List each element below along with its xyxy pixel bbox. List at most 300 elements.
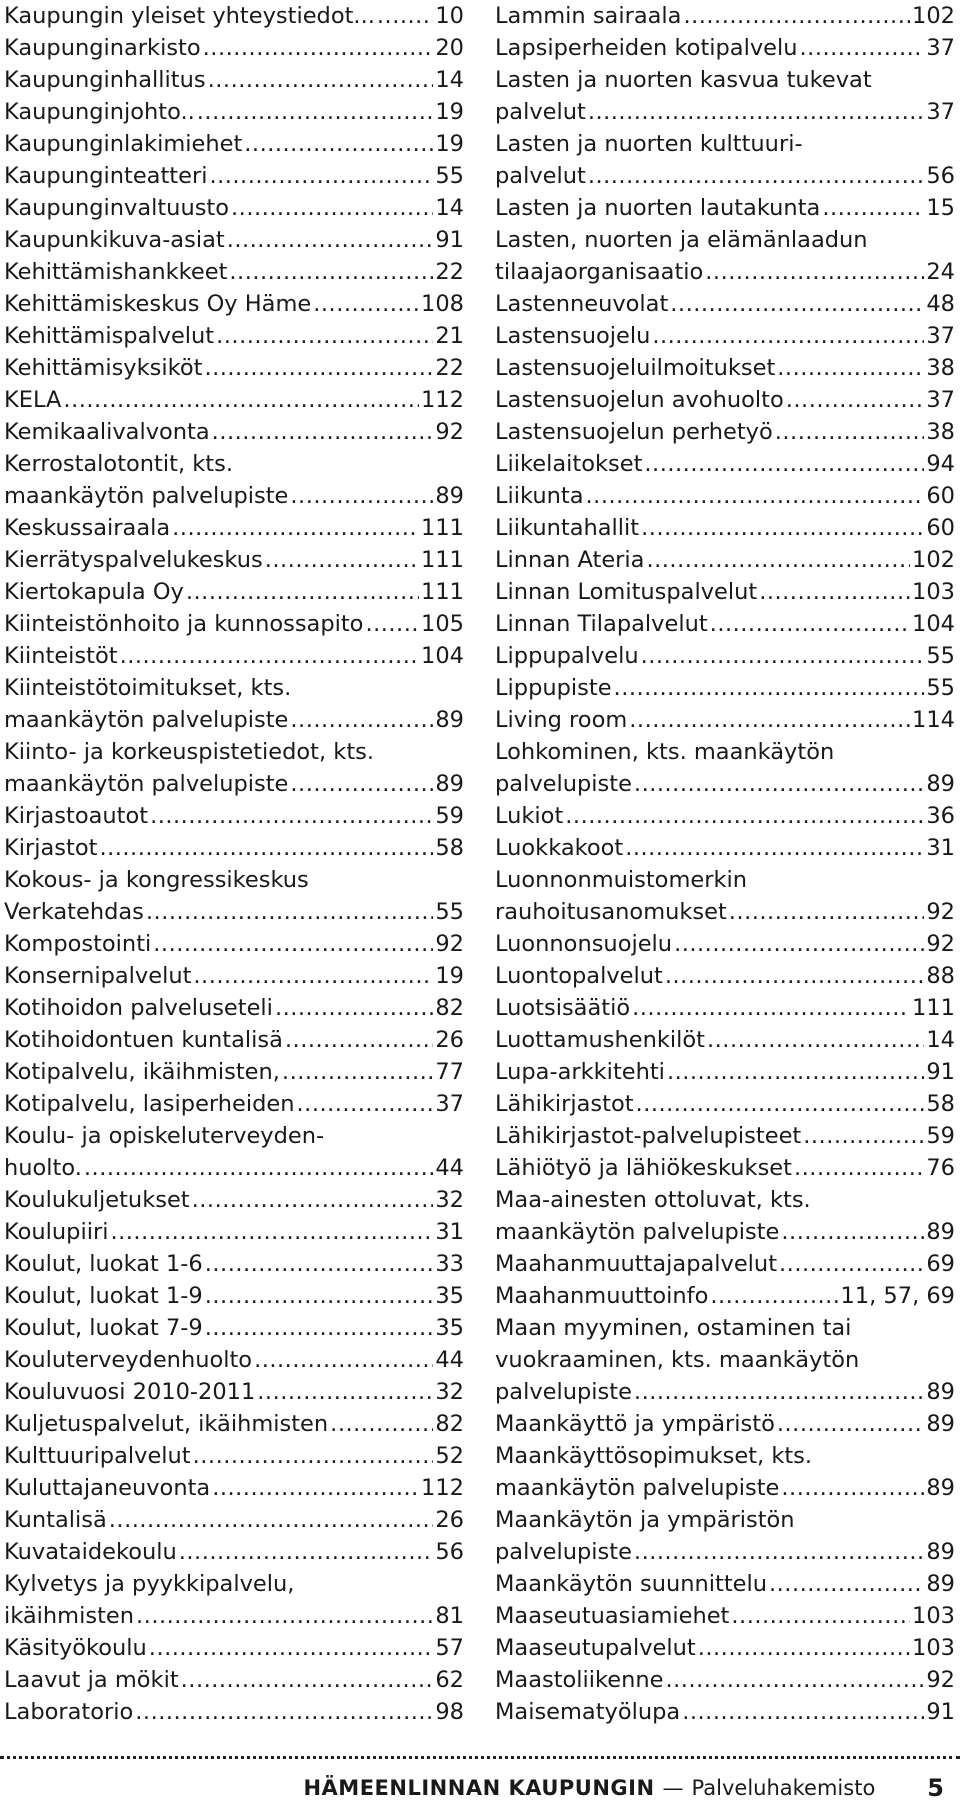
- index-entry-text: Maankäyttö ja ympäristö: [495, 1411, 775, 1437]
- dot-leader: [150, 800, 433, 832]
- index-entry: [4, 224, 464, 256]
- index-entry-line: [495, 1088, 955, 1120]
- index-entry-page: 35: [435, 1283, 464, 1309]
- index-entry-page: 89: [926, 1571, 955, 1597]
- index-entry-line: [4, 576, 464, 608]
- index-entry-text: Kiertokapula Oy: [4, 579, 184, 605]
- index-entry-line: [495, 480, 955, 512]
- index-entry-line: [4, 832, 464, 864]
- index-entry-line: [495, 288, 955, 320]
- index-entry: [495, 1696, 955, 1728]
- dot-leader: [632, 992, 910, 1024]
- index-entry-line: [4, 1312, 464, 1344]
- dot-leader: [644, 448, 924, 480]
- index-entry: [4, 672, 464, 736]
- index-entry-line: [4, 704, 464, 736]
- dot-leader: [282, 1056, 433, 1088]
- index-entry-line: [4, 1344, 464, 1376]
- index-entry-line: [495, 608, 955, 640]
- index-entry-page: 92: [435, 419, 464, 445]
- index-entry: [495, 0, 955, 32]
- index-entry-text: Maastoliikenne: [495, 1667, 664, 1693]
- index-entry: [495, 576, 955, 608]
- index-entry: [4, 832, 464, 864]
- dot-leader: [779, 1248, 924, 1280]
- index-entry: [495, 512, 955, 544]
- index-entry-text: Kotipalvelu, lasiperheiden: [4, 1091, 295, 1117]
- index-entry-text: ikäihmisten: [4, 1603, 135, 1629]
- index-entry-text: KELA: [4, 387, 62, 413]
- index-entry-page: 37: [435, 1091, 464, 1117]
- index-entry-page: 89: [926, 1539, 955, 1565]
- index-entry-page: 32: [435, 1379, 464, 1405]
- index-entry: [495, 1248, 955, 1280]
- dot-leader: [646, 544, 910, 576]
- index-entry-text: Lasten ja nuorten kulttuuri-: [495, 131, 803, 157]
- dot-leader: [110, 1216, 433, 1248]
- index-entry-text: Liikelaitokset: [495, 451, 643, 477]
- dot-leader: [135, 1696, 433, 1728]
- index-entry-line: [4, 1696, 464, 1728]
- index-entry: [495, 128, 955, 192]
- index-entry-line: [495, 160, 955, 192]
- dot-leader: [84, 1152, 433, 1184]
- index-entry-line: [495, 320, 955, 352]
- index-entry-page: 112: [421, 387, 464, 413]
- index-entry-text: Koulut, luokat 1-9: [4, 1283, 203, 1309]
- index-entry: [4, 384, 464, 416]
- index-entry: [4, 32, 464, 64]
- index-entry-text: palvelut: [495, 99, 586, 125]
- index-entry-text: Lapsiperheiden kotipalvelu: [495, 35, 798, 61]
- index-entry-text: Liikuntahallit: [495, 515, 640, 541]
- index-entry-continuation: [495, 128, 955, 160]
- index-entry: [495, 352, 955, 384]
- index-entry: [4, 1632, 464, 1664]
- index-entry-text: Kiinteistöt: [4, 643, 118, 669]
- dot-leader: [822, 192, 924, 224]
- index-entry: [495, 736, 955, 800]
- index-entry-text: Kaupunginteatteri: [4, 163, 208, 189]
- index-entry: [4, 1088, 464, 1120]
- index-entry-line: [495, 352, 955, 384]
- dot-leader: [197, 96, 434, 128]
- index-entry: [4, 192, 464, 224]
- dot-leader: [153, 928, 433, 960]
- index-entry-page: 114: [912, 707, 955, 733]
- index-entry: [495, 1600, 955, 1632]
- index-entry-continuation: [4, 672, 464, 704]
- index-entry-page: 112: [421, 1475, 464, 1501]
- index-entry-text: Koulut, luokat 7-9: [4, 1315, 203, 1341]
- index-entry: [4, 1344, 464, 1376]
- index-column-left: [4, 0, 464, 1728]
- index-column-right: [495, 0, 955, 1728]
- index-entry-line: [4, 1088, 464, 1120]
- index-entry: [495, 1408, 955, 1440]
- dot-leader: [209, 160, 433, 192]
- index-entry-page: 22: [435, 259, 464, 285]
- index-entry-page: 14: [926, 1027, 955, 1053]
- index-entry-continuation: [4, 448, 464, 480]
- index-entry: [495, 1184, 955, 1248]
- index-entry-page: 92: [926, 931, 955, 957]
- index-entry-text: Lastensuojelun avohuolto: [495, 387, 784, 413]
- index-entry-line: [4, 160, 464, 192]
- index-entry-page: 98: [435, 1699, 464, 1725]
- index-entry: [495, 480, 955, 512]
- index-entry-page: 44: [435, 1155, 464, 1181]
- index-entry-text: Lastensuojelu: [495, 323, 651, 349]
- dot-leader: [109, 1504, 434, 1536]
- dot-leader: [265, 544, 419, 576]
- index-entry-text: Lippupiste: [495, 675, 612, 701]
- index-entry-text: Maahanmuuttajapalvelut: [495, 1251, 778, 1277]
- index-entry-page: 55: [435, 163, 464, 189]
- index-entry: [495, 320, 955, 352]
- index-entry-page: 48: [926, 291, 955, 317]
- index-entry-line: [495, 832, 955, 864]
- index-entry-page: 60: [926, 483, 955, 509]
- index-entry-line: [4, 224, 464, 256]
- index-entry: [4, 1472, 464, 1504]
- index-entry-line: [495, 800, 955, 832]
- index-entry: [495, 992, 955, 1024]
- index-entry-line: [4, 256, 464, 288]
- index-entry-text: Keskussairaala: [4, 515, 171, 541]
- index-entry-page: 82: [435, 995, 464, 1021]
- index-entry: [4, 800, 464, 832]
- index-entry-text: Kuvataidekoulu: [4, 1539, 177, 1565]
- index-entry: [495, 1568, 955, 1600]
- index-entry-text: Lohkominen, kts. maankäytön: [495, 739, 835, 765]
- index-entry-page: 37: [926, 35, 955, 61]
- index-entry-page: 32: [435, 1187, 464, 1213]
- index-entry-page: 26: [435, 1507, 464, 1533]
- index-entry-text: Kuljetuspalvelut, ikäihmisten: [4, 1411, 329, 1437]
- dot-leader: [186, 576, 419, 608]
- index-entry-text: Kotipalvelu, ikäihmisten,: [4, 1059, 280, 1085]
- dot-leader: [297, 1088, 434, 1120]
- index-entry-continuation: [4, 864, 464, 896]
- index-entry-text: Käsityökoulu: [4, 1635, 147, 1661]
- index-entry-text: maankäytön palvelupiste: [4, 771, 289, 797]
- index-entry-line: [495, 256, 955, 288]
- index-entry: [4, 96, 464, 128]
- dot-leader: [636, 1088, 925, 1120]
- index-entry-text: Lasten, nuorten ja elämänlaadun: [495, 227, 868, 253]
- index-entry-text: Kiinteistönhoito ja kunnossapito: [4, 611, 364, 637]
- dot-leader: [710, 1280, 838, 1312]
- index-entry-line: [495, 1024, 955, 1056]
- index-entry-text: vuokraaminen, kts. maankäytön: [495, 1347, 860, 1373]
- dot-leader: [244, 128, 433, 160]
- index-entry-text: huolto.: [4, 1155, 82, 1181]
- index-entry-line: [4, 416, 464, 448]
- index-entry-text: maankäytön palvelupiste: [495, 1475, 780, 1501]
- index-entry-text: Lähikirjastot: [495, 1091, 634, 1117]
- footer-dash: —: [662, 1776, 684, 1800]
- index-entry-text: Maaseutupalvelut: [495, 1635, 696, 1661]
- dot-leader: [777, 1408, 925, 1440]
- index-entry-text: Lasten ja nuorten kasvua tukevat: [495, 67, 872, 93]
- index-entry: [495, 64, 955, 128]
- index-entry: [495, 224, 955, 288]
- index-entry-page: 38: [926, 419, 955, 445]
- dot-leader: [674, 928, 924, 960]
- index-entry: [4, 448, 464, 512]
- index-entry-continuation: [495, 1184, 955, 1216]
- index-entry-page: 52: [435, 1443, 464, 1469]
- index-entry-page: 89: [435, 707, 464, 733]
- index-entry-text: Kaupunkikuva-asiat: [4, 227, 225, 253]
- index-entry-text: Linnan Lomituspalvelut: [495, 579, 758, 605]
- index-entry-line: [4, 480, 464, 512]
- dot-leader: [641, 512, 924, 544]
- index-entry-page: 56: [435, 1539, 464, 1565]
- index-entry-line: [4, 288, 464, 320]
- index-entry-text: Maankäytön suunnittelu: [495, 1571, 767, 1597]
- index-entry-text: tilaajaorganisaatio: [495, 259, 704, 285]
- index-entry: [4, 640, 464, 672]
- index-entry: [4, 1056, 464, 1088]
- index-entry-text: maankäytön palvelupiste: [495, 1219, 780, 1245]
- index-entry: [495, 928, 955, 960]
- index-entry-page: 19: [435, 99, 464, 125]
- index-entry-text: Kierrätyspalvelukeskus: [4, 547, 263, 573]
- index-entry: [4, 128, 464, 160]
- dot-leader: [193, 1440, 434, 1472]
- index-entry-text: Kouluterveydenhuolto: [4, 1347, 253, 1373]
- index-entry: [495, 1120, 955, 1152]
- index-entry: [4, 416, 464, 448]
- index-entry-page: 108: [421, 291, 464, 317]
- index-entry-page: 58: [926, 1091, 955, 1117]
- index-entry-text: Kuluttajaneuvonta: [4, 1475, 211, 1501]
- index-entry-line: [495, 1056, 955, 1088]
- page-footer: [0, 1768, 944, 1808]
- dot-leader: [227, 224, 434, 256]
- index-entry-page: 89: [926, 1411, 955, 1437]
- index-entry-line: [495, 704, 955, 736]
- index-entry-continuation: [4, 736, 464, 768]
- dot-leader: [777, 352, 924, 384]
- index-entry-line: [495, 544, 955, 576]
- index-entry-line: [495, 1248, 955, 1280]
- dot-leader: [229, 256, 433, 288]
- dot-leader: [670, 288, 924, 320]
- index-entry-line: [495, 576, 955, 608]
- index-entry-text: Lähiötyö ja lähiökeskukset: [495, 1155, 792, 1181]
- index-entry-text: Laboratorio: [4, 1699, 134, 1725]
- index-entry-text: Kaupunginjohto..: [4, 99, 195, 125]
- index-entry-line: [4, 1152, 464, 1184]
- index-entry-page: 14: [435, 195, 464, 221]
- index-entry-text: Kirjastot: [4, 835, 98, 861]
- index-entry-text: Kehittämiskeskus Oy Häme: [4, 291, 312, 317]
- index-entry: [4, 1216, 464, 1248]
- index-entry-text: Kylvetys ja pyykkipalvelu,: [4, 1571, 295, 1597]
- index-entry: [495, 448, 955, 480]
- index-entry-continuation: [495, 864, 955, 896]
- index-entry-page: 31: [435, 1219, 464, 1245]
- index-entry-text: Koulupiiri: [4, 1219, 109, 1245]
- index-entry-text: Kaupunginlakimiehet: [4, 131, 243, 157]
- index-entry: [4, 288, 464, 320]
- index-entry-page: 62: [435, 1667, 464, 1693]
- dot-leader: [205, 1248, 434, 1280]
- index-entry: [4, 608, 464, 640]
- index-entry-line: [4, 128, 464, 160]
- dot-leader: [205, 1312, 434, 1344]
- index-entry-line: [495, 896, 955, 928]
- index-entry: [495, 1024, 955, 1056]
- index-entry-line: [4, 32, 464, 64]
- index-entry: [4, 992, 464, 1024]
- index-entry-page: 31: [926, 835, 955, 861]
- index-entry-text: Kouluvuosi 2010-2011: [4, 1379, 256, 1405]
- index-entry-page: 69: [926, 1251, 955, 1277]
- dot-leader: [769, 1568, 924, 1600]
- index-entry-page: 55: [926, 675, 955, 701]
- index-entry-page: 55: [926, 643, 955, 669]
- dot-leader: [800, 32, 925, 64]
- index-entry-page: 103: [912, 1635, 955, 1661]
- index-entry: [4, 1184, 464, 1216]
- dot-leader: [794, 1152, 924, 1184]
- index-entry-line: [4, 1632, 464, 1664]
- index-entry-text: Kaupunginvaltuusto: [4, 195, 230, 221]
- index-entry-line: [495, 32, 955, 64]
- index-entry: [495, 640, 955, 672]
- index-entry: [4, 864, 464, 928]
- index-entry: [4, 1568, 464, 1632]
- dot-leader: [698, 1632, 910, 1664]
- dot-leader: [665, 960, 925, 992]
- index-entry-line: [495, 1152, 955, 1184]
- index-entry-line: [495, 96, 955, 128]
- index-entry-text: Lupa-arkkitehti: [495, 1059, 665, 1085]
- index-entry: [495, 384, 955, 416]
- index-entry-text: palvelupiste: [495, 771, 632, 797]
- dot-leader: [136, 1600, 433, 1632]
- index-entry-text: Kerrostalotontit, kts.: [4, 451, 233, 477]
- index-entry-text: Kemikaalivalvonta: [4, 419, 210, 445]
- dot-leader: [683, 0, 910, 32]
- index-entry-page: 104: [421, 643, 464, 669]
- index-entry-text: Kaupunginhallitus: [4, 67, 206, 93]
- dot-leader: [705, 256, 924, 288]
- index-entry: [495, 1632, 955, 1664]
- index-entry: [4, 1664, 464, 1696]
- index-entry-line: [495, 1696, 955, 1728]
- index-entry-line: [4, 1664, 464, 1696]
- index-entry-text: Koulut, luokat 1-6: [4, 1251, 203, 1277]
- index-entry-page: 21: [435, 323, 464, 349]
- index-entry-continuation: [495, 1504, 955, 1536]
- dot-leader: [641, 640, 925, 672]
- index-entry-page: 102: [912, 547, 955, 573]
- index-entry-page: 89: [926, 1219, 955, 1245]
- dot-leader: [588, 160, 925, 192]
- index-entry-page: 35: [435, 1315, 464, 1341]
- index-entry-text: rauhoitusanomukset: [495, 899, 727, 925]
- index-entry-text: Lähikirjastot-palvelupisteet: [495, 1123, 802, 1149]
- dot-leader: [216, 320, 433, 352]
- index-entry-page: 44: [435, 1347, 464, 1373]
- index-entry-text: Linnan Ateria: [495, 547, 645, 573]
- index-entry: [495, 544, 955, 576]
- index-entry-page: 103: [912, 579, 955, 605]
- dot-leader: [257, 1376, 433, 1408]
- footer-page-number: 5: [927, 1774, 944, 1802]
- index-entry-text: Luonnonsuojelu: [495, 931, 673, 957]
- index-entry-page: 91: [926, 1059, 955, 1085]
- index-entry-line: [4, 352, 464, 384]
- index-entry-line: [4, 1440, 464, 1472]
- dot-leader: [634, 1376, 924, 1408]
- index-entry: [4, 1376, 464, 1408]
- index-entry-text: maankäytön palvelupiste: [4, 483, 289, 509]
- index-entry: [4, 736, 464, 800]
- dot-leader: [586, 480, 925, 512]
- index-entry-line: [4, 992, 464, 1024]
- index-entry-page: 77: [435, 1059, 464, 1085]
- dot-leader: [781, 1472, 924, 1504]
- index-entry: [495, 1280, 955, 1312]
- index-entry-page: 92: [926, 1667, 955, 1693]
- index-entry-page: 22: [435, 355, 464, 381]
- index-entry-text: Verkatehdas: [4, 899, 144, 925]
- index-entry-line: [495, 384, 955, 416]
- index-entry-line: [495, 1536, 955, 1568]
- index-entry-line: [4, 384, 464, 416]
- index-entry-page: 60: [926, 515, 955, 541]
- dot-leader: [365, 608, 419, 640]
- index-entry: [4, 960, 464, 992]
- index-entry-page: 58: [435, 835, 464, 861]
- index-entry-line: [495, 0, 955, 32]
- index-entry-continuation: [495, 1344, 955, 1376]
- footer-subtitle: Palveluhakemisto: [691, 1776, 876, 1800]
- index-entry-line: [495, 1280, 955, 1312]
- index-entry: [4, 576, 464, 608]
- dot-leader: [588, 96, 925, 128]
- index-entry-line: [4, 1408, 464, 1440]
- index-entry: [4, 928, 464, 960]
- index-entry-line: [495, 1472, 955, 1504]
- index-entry: [4, 160, 464, 192]
- dot-leader: [204, 352, 433, 384]
- index-entry-text: Kuntalisä: [4, 1507, 107, 1533]
- index-entry-page: 59: [926, 1123, 955, 1149]
- index-entry: [4, 544, 464, 576]
- dot-leader: [212, 416, 434, 448]
- index-entry-page: 56: [926, 163, 955, 189]
- dot-leader: [775, 416, 925, 448]
- index-entry-page: 92: [435, 931, 464, 957]
- index-entry-line: [495, 1632, 955, 1664]
- index-entry: [495, 1440, 955, 1504]
- dot-leader: [781, 1216, 924, 1248]
- index-entry-line: [495, 1600, 955, 1632]
- index-entry-text: Luokkakoot: [495, 835, 624, 861]
- dot-leader: [667, 1056, 924, 1088]
- dot-leader: [146, 896, 433, 928]
- index-entry-page: 76: [926, 1155, 955, 1181]
- index-entry-line: [4, 1280, 464, 1312]
- index-entry-text: Kompostointi: [4, 931, 152, 957]
